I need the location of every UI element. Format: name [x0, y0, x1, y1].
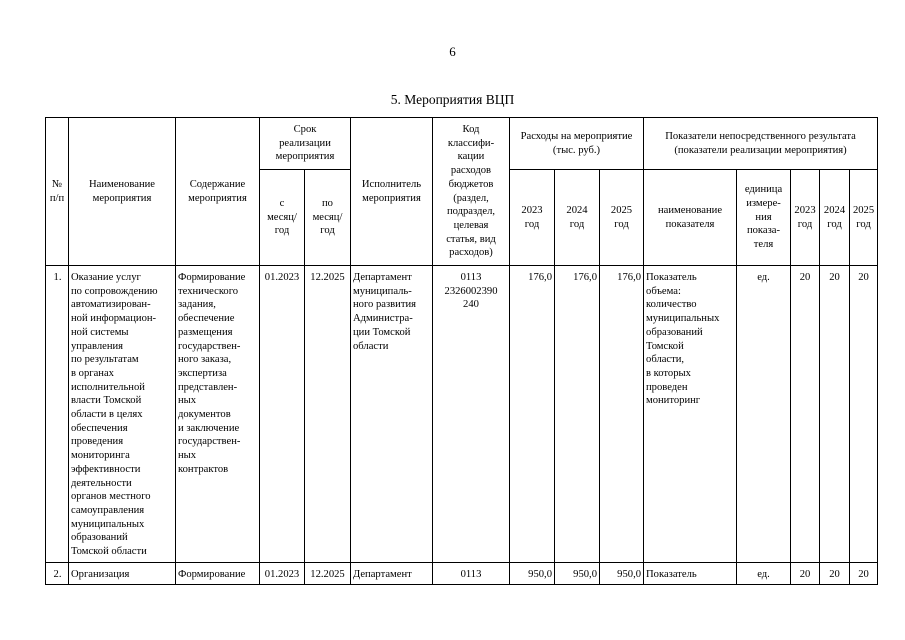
header-indicators-group: [644, 118, 878, 170]
text-line: документов: [178, 409, 231, 421]
text-line: мониторинг: [646, 395, 701, 407]
text-line: 0113: [460, 272, 482, 283]
text-line: год: [320, 225, 335, 237]
text-line: Наименование: [89, 178, 155, 190]
header-exp-2023: [510, 170, 555, 266]
text-line: Томской: [646, 340, 684, 352]
text-line: (показатели реализации мероприятия): [674, 144, 847, 156]
row-ind-2025: 20: [850, 562, 878, 585]
row-term-from: 01.2023: [260, 562, 305, 585]
text-line: задания,: [178, 299, 216, 311]
text-line: проведен: [646, 381, 688, 393]
text-line: Организация: [71, 568, 130, 580]
text-line: измере-: [746, 197, 781, 209]
text-line: мероприятия: [188, 192, 247, 204]
header-term-group: [260, 118, 351, 170]
text-line: Расходы на мероприятие: [520, 130, 633, 142]
text-line: 2326002390: [444, 285, 498, 297]
text-line: деятельности: [71, 477, 132, 489]
header-expenses-group: [510, 118, 644, 170]
header-name: [69, 118, 176, 266]
text-line: обеспечение: [178, 313, 235, 325]
text-line: 2023: [794, 204, 816, 216]
text-line: теля: [753, 239, 774, 251]
text-line: Оказание услуг: [71, 272, 141, 283]
row-executor: [351, 266, 433, 563]
row-ind-2023: 20: [791, 562, 820, 585]
text-line: муниципальных: [646, 313, 720, 325]
row-code: [433, 266, 510, 563]
text-line: год: [856, 218, 871, 230]
text-line: по сопровождению: [71, 285, 158, 297]
text-line: эффективности: [71, 463, 141, 475]
row-content: [176, 562, 260, 585]
text-line: год: [274, 225, 290, 237]
row-exp-2025: 176,0: [600, 266, 644, 563]
text-line: 2025: [852, 204, 875, 216]
table-row: [46, 266, 878, 563]
row-ind-2024: 20: [820, 562, 850, 585]
text-line: Администра-: [353, 313, 413, 325]
text-line: год: [524, 218, 540, 230]
row-exp-2023: 176,0: [510, 266, 555, 563]
text-line: год: [569, 218, 585, 230]
text-line: ного развития: [353, 299, 417, 311]
row-exp-2023: 950,0: [510, 562, 555, 585]
text-line: технического: [178, 285, 239, 297]
row-ind-2023: 20: [791, 266, 820, 563]
text-line: и заключение: [178, 422, 240, 434]
text-line: Содержание: [189, 178, 246, 190]
text-line: Формирование: [178, 568, 246, 580]
header-num: [46, 118, 69, 266]
text-line: с: [279, 197, 285, 209]
row-term-to: 12.2025: [305, 562, 351, 585]
row-executor: [351, 562, 433, 585]
row-term-to: 12.2025: [305, 266, 351, 563]
row-num: 1.: [46, 266, 69, 563]
text-line: области в целях: [71, 409, 143, 421]
text-line: целевая: [453, 219, 489, 231]
header-term-from: [260, 170, 305, 266]
text-line: статья, вид: [446, 233, 496, 245]
text-line: Томской области: [71, 546, 147, 558]
table-row: [46, 562, 878, 585]
text-line: 2025: [610, 204, 633, 216]
row-ind-unit: ед.: [737, 266, 791, 563]
text-line: Показатель: [646, 272, 697, 283]
text-line: год: [797, 218, 813, 230]
text-line: год: [827, 218, 842, 230]
text-line: исполнительной: [71, 381, 145, 393]
section-title: 5. Мероприятия ВЦП: [390, 92, 515, 107]
row-num: 2.: [46, 562, 69, 585]
text-line: расходов: [450, 165, 492, 177]
text-line: ния: [755, 211, 772, 223]
text-line: государствен-: [178, 340, 241, 352]
row-ind-2025: 20: [850, 266, 878, 563]
text-line: власти Томской: [71, 395, 142, 407]
row-term-from: 01.2023: [260, 266, 305, 563]
text-line: показателя: [665, 218, 715, 230]
text-line: мониторинга: [71, 450, 130, 462]
text-line: 0113: [460, 568, 482, 580]
text-line: объема:: [646, 285, 681, 297]
text-line: Код: [462, 123, 480, 135]
text-line: количество: [646, 299, 697, 311]
header-content: [176, 118, 260, 266]
text-line: обеспечения: [71, 422, 128, 434]
text-line: Показатель: [646, 568, 697, 580]
text-line: в которых: [646, 367, 691, 379]
row-content: [176, 266, 260, 563]
text-line: представлен-: [178, 381, 238, 393]
text-line: Департамент: [353, 568, 412, 580]
text-line: области,: [646, 354, 685, 366]
text-line: единица: [744, 184, 783, 196]
row-name: [69, 266, 176, 563]
text-line: 2024: [566, 204, 588, 216]
row-ind-name: [644, 266, 737, 563]
text-line: месяц/: [312, 211, 343, 223]
text-line: №: [51, 178, 63, 190]
text-line: (тыс. руб.): [552, 144, 601, 156]
text-line: органов местного: [71, 491, 151, 503]
row-exp-2024: 176,0: [555, 266, 600, 563]
text-line: Формирование: [178, 272, 246, 283]
text-line: автоматизирован-: [71, 299, 151, 311]
text-line: самоуправления: [71, 504, 145, 516]
text-line: ции Томской: [353, 326, 411, 338]
text-line: мероприятия: [275, 151, 335, 163]
text-line: кации: [457, 151, 485, 163]
text-line: образований: [646, 326, 703, 338]
text-line: 2023: [521, 204, 543, 216]
text-line: 240: [463, 299, 479, 311]
text-line: ной информацион-: [71, 313, 157, 325]
text-line: мероприятия: [362, 192, 421, 204]
text-line: год: [614, 218, 629, 230]
text-line: по результатам: [71, 354, 139, 366]
header-ind-2025: [850, 170, 878, 266]
header-executor: [351, 118, 433, 266]
header-ind-name: [644, 170, 737, 266]
row-exp-2024: 950,0: [555, 562, 600, 585]
measures-table: [45, 117, 878, 585]
text-line: Исполнитель: [361, 178, 422, 190]
row-name: [69, 562, 176, 585]
text-line: бюджетов: [448, 178, 494, 190]
text-line: Показатели непосредственного результата: [665, 130, 856, 142]
row-code: [433, 562, 510, 585]
text-line: ной системы: [71, 326, 129, 338]
row-ind-name: [644, 562, 737, 585]
header-exp-2024: [555, 170, 600, 266]
page-number: 6: [449, 44, 456, 59]
text-line: наименование: [658, 204, 723, 216]
text-line: экспертиза: [178, 367, 227, 379]
header-exp-2025: [600, 170, 644, 266]
header-ind-2024: [820, 170, 850, 266]
header-term-to: [305, 170, 351, 266]
header-row-1: [46, 118, 878, 170]
header-code: [433, 118, 510, 266]
text-line: управления: [71, 340, 124, 352]
text-line: ного заказа,: [178, 354, 232, 366]
text-line: в органах: [71, 367, 114, 379]
text-line: муниципаль-: [353, 285, 412, 297]
text-line: мероприятия: [92, 192, 152, 204]
row-exp-2025: 950,0: [600, 562, 644, 585]
text-line: размещения: [178, 326, 233, 338]
text-line: классифи-: [447, 137, 495, 149]
text-line: по: [322, 197, 333, 209]
text-line: ных: [178, 395, 197, 407]
text-line: Срок: [293, 123, 317, 135]
text-line: Департамент: [353, 272, 412, 283]
text-line: проведения: [71, 436, 124, 448]
row-ind-2024: 20: [820, 266, 850, 563]
text-line: образований: [71, 532, 128, 544]
text-line: (раздел,: [453, 192, 489, 204]
text-line: подраздел,: [446, 206, 496, 218]
text-line: ных: [178, 450, 197, 462]
text-line: государствен-: [178, 436, 241, 448]
text-line: муниципальных: [71, 518, 145, 530]
text-line: области: [353, 340, 389, 352]
text-line: 2024: [823, 204, 846, 216]
text-line: реализации: [279, 137, 331, 149]
text-line: месяц/: [267, 211, 297, 223]
header-ind-2023: [791, 170, 820, 266]
row-ind-unit: ед.: [737, 562, 791, 585]
text-line: расходов): [449, 247, 493, 259]
text-line: показа-: [746, 225, 781, 237]
text-line: п/п: [49, 192, 65, 204]
text-line: контрактов: [178, 463, 229, 475]
header-ind-unit: [737, 170, 791, 266]
